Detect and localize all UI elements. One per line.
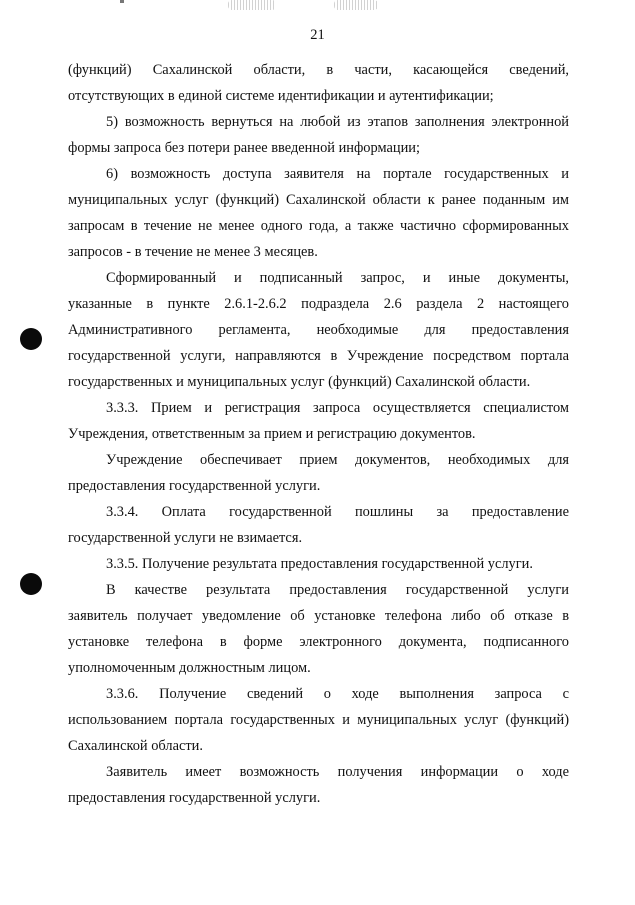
scan-artifact (334, 0, 378, 10)
scan-artifact (120, 0, 124, 3)
text-line: Заявитель имеет возможность получения информации о ходе (106, 764, 569, 780)
paragraph (68, 447, 569, 499)
text-line: использованием портала государственных и муниципальных услуг (функций) (68, 712, 569, 728)
paragraph (68, 265, 569, 395)
text-line: запросов - в течение не менее 3 месяцев. (68, 244, 318, 260)
text-line: уполномоченным должностным лицом. (68, 660, 311, 676)
text-line: 3.3.4. Оплата государственной пошлины за предоставление (106, 504, 569, 520)
text-line: Учреждения, ответственным за прием и регистрацию документов. (68, 426, 476, 442)
text-line: заявитель получает уведомление об установке телефона либо об отказе в (68, 608, 569, 624)
text-line: указанные в пункте 2.6.1-2.6.2 подраздела 2.6 раздела 2 настоящего (68, 296, 569, 312)
text-line: 3.3.5. Получение результата предоставления государственной услуги. (106, 556, 533, 572)
text-line: Административного регламента, необходимые для предоставления (68, 322, 569, 338)
text-line: предоставления государственной услуги. (68, 478, 321, 494)
text-line: предоставления государственной услуги. (68, 790, 321, 806)
paragraph (68, 395, 569, 447)
paragraph (68, 109, 569, 161)
paragraph (68, 681, 569, 759)
text-line: государственной услуги, направляются в Учреждение посредством портала (68, 348, 569, 364)
text-line: формы запроса без потери ранее введенной информации; (68, 140, 420, 156)
text-line: 5) возможность вернуться на любой из этапов заполнения электронной (106, 114, 569, 130)
text-line: Сахалинской области. (68, 738, 203, 754)
paragraph (68, 57, 569, 109)
paragraph (68, 577, 569, 681)
text-line: государственной услуги не взимается. (68, 530, 303, 546)
text-line: В качестве результата предоставления государственной услуги (106, 582, 569, 598)
text-line: 6) возможность доступа заявителя на портале государственных и (106, 166, 569, 182)
document-body (68, 57, 569, 811)
text-line: отсутствующих в единой системе идентификации и аутентификации; (68, 88, 494, 104)
text-line: (функций) Сахалинской области, в части, касающейся сведений, (68, 62, 569, 78)
text-line: муниципальных услуг (функций) Сахалинской области к ранее поданным им (68, 192, 569, 208)
paragraph (68, 161, 569, 265)
text-line: установке телефона в форме электронного документа, подписанного (68, 634, 569, 650)
text-line: Сформированный и подписанный запрос, и иные документы, (106, 270, 569, 286)
scan-artifact (228, 0, 276, 10)
page-number: 21 (310, 27, 325, 43)
text-line: 3.3.3. Прием и регистрация запроса осуществляется специалистом (106, 400, 569, 416)
paragraph (68, 759, 569, 811)
text-line: запросам в течение не менее одного года, а также частично сформированных (68, 218, 569, 234)
paragraph (68, 499, 569, 551)
punch-hole (20, 328, 42, 350)
text-line: Учреждение обеспечивает прием документов, необходимых для (106, 452, 569, 468)
text-line: государственных и муниципальных услуг (функций) Сахалинской области. (68, 374, 531, 390)
punch-hole (20, 573, 42, 595)
text-line: 3.3.6. Получение сведений о ходе выполнения запроса с (106, 686, 569, 702)
paragraph (68, 551, 569, 577)
